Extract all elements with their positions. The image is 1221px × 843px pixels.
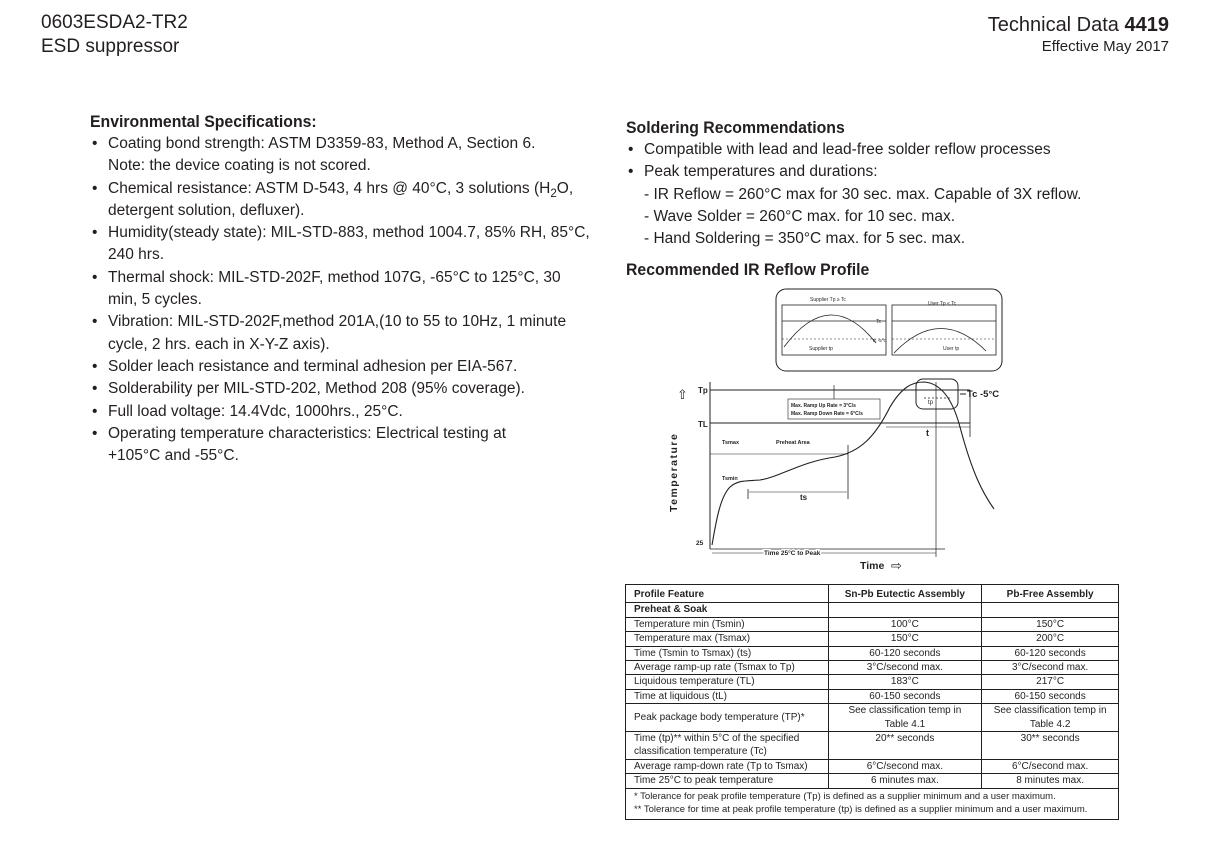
table-header: Profile Feature — [626, 585, 829, 603]
list-item: • Solderability per MIL-STD-202, Method 208 (95% coverage). — [90, 378, 590, 400]
list-item: • Solder leach resistance and terminal adhesion per EIA-567. — [90, 356, 590, 378]
x-axis-title: Time — [860, 560, 885, 572]
table-row: Liquidous temperature (TL) 183°C 217°C — [626, 675, 1119, 689]
doc-number: 4419 — [1124, 14, 1169, 36]
list-item: • Vibration: MIL-STD-202F,method 201A,(10 to 55 to 10Hz, 1 minute cycle, 2 hrs. each in X-Y-Z axis). — [90, 311, 590, 356]
user-tp-small: User tp — [943, 346, 960, 352]
sub-item: - IR Reflow = 260°C max for 30 sec. max. Capable of 3X reflow. — [644, 185, 1082, 203]
table-row: Time (Tsmin to Tsmax) (ts) 60-120 seconds 60-120 seconds — [626, 646, 1119, 660]
environmental-list — [90, 133, 590, 467]
list-item: • Peak temperatures and durations: — [626, 161, 1166, 183]
soldering-list — [626, 139, 1166, 184]
table-row: Time (tp)** within 5°C of the specified classification temperature (Tc) 20** seconds 30** seconds — [626, 732, 1119, 760]
header-right — [988, 13, 1169, 57]
supplier-tp-label: Supplier Tp ≥ Tc — [810, 297, 846, 303]
preheat-label: Preheat Area — [776, 440, 810, 446]
table-row: Average ramp-down rate (Tp to Tsmax) 6°C/second max. 6°C/second max. — [626, 759, 1119, 773]
table-header: Pb-Free Assembly — [982, 585, 1119, 603]
tc5-label: Tc -5°C — [967, 389, 1000, 400]
tp-axis-label: Tp — [698, 386, 708, 395]
x-arrow-icon: ⇨ — [891, 558, 902, 573]
environmental-section — [90, 111, 590, 467]
y-axis-title: Temperature — [668, 432, 680, 512]
y-tick-25: 25 — [696, 540, 704, 547]
time-to-peak-label: Time 25°C to Peak — [764, 550, 821, 557]
table-note: ** Tolerance for time at peak profile temperature (tp) is defined as a supplier minimum and a user maximum. — [634, 803, 1088, 815]
table-row: Time 25°C to peak temperature 6 minutes max. 8 minutes max. — [626, 774, 1119, 788]
list-item: • Compatible with lead and lead-free solder reflow processes — [626, 139, 1166, 161]
inset-tc-label: Tc — [876, 319, 881, 325]
list-item: • Chemical resistance: ASTM D-543, 4 hrs @ 40°C, 3 solutions ($H_2O$, detergent solution, defluxer). — [90, 178, 590, 223]
table-row: Peak package body temperature (TP)* See classification temp in Table 4.1 See classification temp in Table 4.2 — [626, 704, 1119, 732]
tsmax-label: Tsmax — [722, 440, 740, 446]
inset-tc5-label: Tc -5°C — [872, 338, 887, 343]
user-tp-label: User Tp ≤ Tc — [928, 301, 957, 307]
effective-date: Effective May 2017 — [1041, 38, 1169, 55]
supplier-tp-small: Supplier tp — [809, 346, 833, 352]
list-item: • Thermal shock: MIL-STD-202F, method 107G, -65°C to 125°C, 30 min, 5 cycles. — [90, 267, 590, 312]
list-item: • Full load voltage: 14.4Vdc, 1000hrs., 25°C. — [90, 401, 590, 423]
ramp-down-label: Max. Ramp Down Rate = 6°C/s — [791, 411, 863, 417]
soldering-title: Soldering Recommendations — [626, 118, 845, 137]
y-arrow-icon: ⇧ — [677, 387, 688, 402]
tp-small-label: tp — [928, 400, 934, 406]
profile-table — [625, 584, 1119, 820]
table-header: Sn-Pb Eutectic Assembly — [828, 585, 982, 603]
ramp-up-label: Max. Ramp Up Rate = 3°C/s — [791, 403, 856, 409]
tsmin-label: Tsmin — [722, 476, 738, 482]
doc-label: Technical Data — [987, 14, 1119, 36]
ts-label: ts — [800, 493, 808, 502]
header-left — [41, 11, 188, 59]
table-row: Temperature max (Tsmax) 150°C 200°C — [626, 632, 1119, 646]
reflow-profile-chart — [660, 287, 1030, 577]
table-section: Preheat & Soak — [626, 603, 829, 617]
t-label: t — [926, 428, 929, 438]
table-row: Time at liquidous (tL) 60-150 seconds 60-150 seconds — [626, 689, 1119, 703]
table-note: * Tolerance for peak profile temperature (Tp) is defined as a supplier minimum and a user maximum. — [634, 790, 1056, 802]
list-item: • Humidity(steady state): MIL-STD-883, method 1004.7, 85% RH, 85°C, 240 hrs. — [90, 222, 590, 267]
environmental-title: Environmental Specifications: — [90, 112, 317, 131]
table-row: Average ramp-up rate (Tsmax to Tp) 3°C/second max. 3°C/second max. — [626, 661, 1119, 675]
list-item: • Operating temperature characteristics: Electrical testing at +105°C and -55°C. — [90, 423, 590, 468]
profile-title: Recommended IR Reflow Profile — [626, 259, 870, 279]
list-item: • Coating bond strength: ASTM D3359-83, Method A, Section 6. Note: the device coating is not scored. — [90, 133, 590, 178]
sub-item: - Hand Soldering = 350°C max. for 5 sec. max. — [644, 229, 966, 247]
part-number: 0603ESDA2-TR2 — [41, 12, 188, 33]
sub-item: - Wave Solder = 260°C max. for 10 sec. max. — [644, 207, 956, 225]
soldering-section — [626, 117, 1166, 281]
product-type: ESD suppressor — [41, 36, 180, 57]
tl-axis-label: TL — [698, 420, 708, 429]
table-row: Temperature min (Tsmin) 100°C 150°C — [626, 617, 1119, 631]
